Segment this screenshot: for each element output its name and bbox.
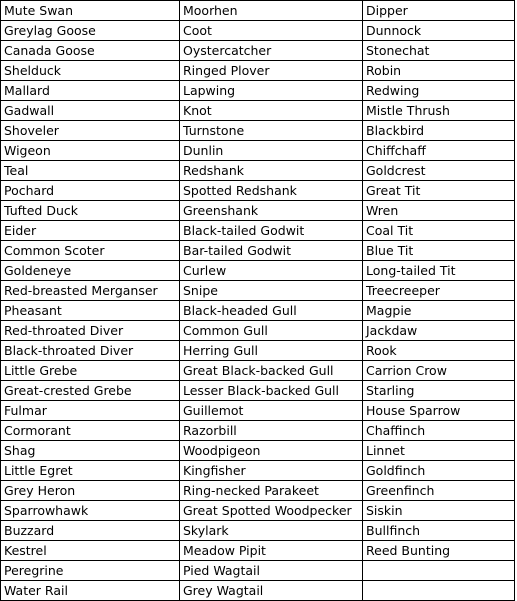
table-row — [1, 421, 515, 441]
table-cell[interactable]: Tufted Duck — [1, 201, 180, 221]
table-cell[interactable]: Buzzard — [1, 521, 180, 541]
table-row — [1, 241, 515, 261]
table-cell[interactable]: Sparrowhawk — [1, 501, 180, 521]
table-cell[interactable]: Ring-necked Parakeet — [180, 481, 363, 501]
table-cell[interactable]: Little Egret — [1, 461, 180, 481]
table-cell[interactable]: Treecreeper — [363, 281, 515, 301]
table-cell[interactable]: Razorbill — [180, 421, 363, 441]
table-cell[interactable]: Goldfinch — [363, 461, 515, 481]
table-cell[interactable]: Eider — [1, 221, 180, 241]
table-cell[interactable]: Robin — [363, 61, 515, 81]
table-cell[interactable]: Long-tailed Tit — [363, 261, 515, 281]
table-cell[interactable]: Black-headed Gull — [180, 301, 363, 321]
table-cell[interactable]: Starling — [363, 381, 515, 401]
table-cell[interactable]: Carrion Crow — [363, 361, 515, 381]
table-cell[interactable]: Shelduck — [1, 61, 180, 81]
table-row — [1, 561, 515, 581]
table-cell[interactable]: Mallard — [1, 81, 180, 101]
table-row — [1, 141, 515, 161]
table-cell[interactable]: Black-tailed Godwit — [180, 221, 363, 241]
table-cell[interactable]: Kestrel — [1, 541, 180, 561]
table-row — [1, 261, 515, 281]
table-cell[interactable]: Guillemot — [180, 401, 363, 421]
table-row — [1, 521, 515, 541]
table-cell[interactable]: Magpie — [363, 301, 515, 321]
table-row — [1, 281, 515, 301]
table-cell[interactable]: Lesser Black-backed Gull — [180, 381, 363, 401]
table-cell[interactable]: House Sparrow — [363, 401, 515, 421]
table-cell[interactable]: Siskin — [363, 501, 515, 521]
table-cell[interactable]: Dunnock — [363, 21, 515, 41]
table-cell[interactable]: Woodpigeon — [180, 441, 363, 461]
table-row — [1, 101, 515, 121]
table-cell[interactable]: Pheasant — [1, 301, 180, 321]
table-cell[interactable]: Water Rail — [1, 581, 180, 601]
table-cell[interactable]: Black-throated Diver — [1, 341, 180, 361]
table-cell[interactable]: Cormorant — [1, 421, 180, 441]
table-cell[interactable]: Redshank — [180, 161, 363, 181]
table-row — [1, 361, 515, 381]
table-cell[interactable]: Herring Gull — [180, 341, 363, 361]
table-cell[interactable]: Shag — [1, 441, 180, 461]
table-cell[interactable]: Dunlin — [180, 141, 363, 161]
table-cell[interactable]: Wigeon — [1, 141, 180, 161]
table-cell[interactable]: Greylag Goose — [1, 21, 180, 41]
table-cell[interactable]: Goldeneye — [1, 261, 180, 281]
table-cell[interactable]: Fulmar — [1, 401, 180, 421]
table-cell[interactable] — [363, 581, 515, 601]
table-row — [1, 541, 515, 561]
table-row — [1, 201, 515, 221]
table-row — [1, 21, 515, 41]
table-cell[interactable]: Pochard — [1, 181, 180, 201]
table-cell[interactable]: Moorhen — [180, 1, 363, 21]
table-cell[interactable]: Red-breasted Merganser — [1, 281, 180, 301]
table-cell[interactable]: Great Black-backed Gull — [180, 361, 363, 381]
table-cell[interactable]: Canada Goose — [1, 41, 180, 61]
table-cell[interactable]: Peregrine — [1, 561, 180, 581]
table-cell[interactable]: Jackdaw — [363, 321, 515, 341]
table-cell[interactable]: Shoveler — [1, 121, 180, 141]
table-cell[interactable]: Teal — [1, 161, 180, 181]
table-cell[interactable]: Bar-tailed Godwit — [180, 241, 363, 261]
table-cell[interactable]: Rook — [363, 341, 515, 361]
table-cell[interactable]: Oystercatcher — [180, 41, 363, 61]
table-cell[interactable]: Dipper — [363, 1, 515, 21]
table-cell[interactable]: Mistle Thrush — [363, 101, 515, 121]
table-cell[interactable]: Chiffchaff — [363, 141, 515, 161]
table-cell[interactable]: Spotted Redshank — [180, 181, 363, 201]
table-cell[interactable]: Common Gull — [180, 321, 363, 341]
table-cell[interactable]: Great Spotted Woodpecker — [180, 501, 363, 521]
table-cell[interactable] — [363, 561, 515, 581]
table-row — [1, 401, 515, 421]
table-row — [1, 221, 515, 241]
table-cell[interactable]: Kingfisher — [180, 461, 363, 481]
table-row — [1, 341, 515, 361]
table-cell[interactable]: Mute Swan — [1, 1, 180, 21]
table-cell[interactable]: Wren — [363, 201, 515, 221]
table-cell[interactable]: Bullfinch — [363, 521, 515, 541]
table-row — [1, 481, 515, 501]
table-cell[interactable]: Chaffinch — [363, 421, 515, 441]
table-cell[interactable]: Pied Wagtail — [180, 561, 363, 581]
table-cell[interactable]: Red-throated Diver — [1, 321, 180, 341]
table-cell[interactable]: Meadow Pipit — [180, 541, 363, 561]
table-cell[interactable]: Little Grebe — [1, 361, 180, 381]
table-row — [1, 121, 515, 141]
table-cell[interactable]: Great Tit — [363, 181, 515, 201]
table-cell[interactable]: Stonechat — [363, 41, 515, 61]
table-cell[interactable]: Skylark — [180, 521, 363, 541]
table-cell[interactable]: Grey Heron — [1, 481, 180, 501]
table-row — [1, 1, 515, 21]
table-row — [1, 161, 515, 181]
table-cell[interactable]: Goldcrest — [363, 161, 515, 181]
table-cell[interactable]: Gadwall — [1, 101, 180, 121]
table-cell[interactable]: Lapwing — [180, 81, 363, 101]
table-row — [1, 61, 515, 81]
table-row — [1, 501, 515, 521]
table-row — [1, 181, 515, 201]
table-row — [1, 581, 515, 601]
table-cell[interactable]: Blackbird — [363, 121, 515, 141]
table-row — [1, 301, 515, 321]
table-cell[interactable]: Turnstone — [180, 121, 363, 141]
table-row — [1, 321, 515, 341]
table-row — [1, 41, 515, 61]
table-cell[interactable]: Knot — [180, 101, 363, 121]
table-row — [1, 461, 515, 481]
table-cell[interactable]: Coal Tit — [363, 221, 515, 241]
table-row — [1, 381, 515, 401]
table-cell[interactable]: Snipe — [180, 281, 363, 301]
table-cell[interactable]: Curlew — [180, 261, 363, 281]
table-cell[interactable]: Great-crested Grebe — [1, 381, 180, 401]
table-cell[interactable]: Reed Bunting — [363, 541, 515, 561]
table-cell[interactable]: Redwing — [363, 81, 515, 101]
table-cell[interactable]: Coot — [180, 21, 363, 41]
table-row — [1, 81, 515, 101]
table-cell[interactable]: Ringed Plover — [180, 61, 363, 81]
table-cell[interactable]: Common Scoter — [1, 241, 180, 261]
table-row — [1, 441, 515, 461]
table-cell[interactable]: Greenfinch — [363, 481, 515, 501]
table-cell[interactable]: Blue Tit — [363, 241, 515, 261]
table-cell[interactable]: Greenshank — [180, 201, 363, 221]
table-cell[interactable]: Linnet — [363, 441, 515, 461]
table-cell[interactable]: Grey Wagtail — [180, 581, 363, 601]
table-body — [1, 1, 515, 601]
